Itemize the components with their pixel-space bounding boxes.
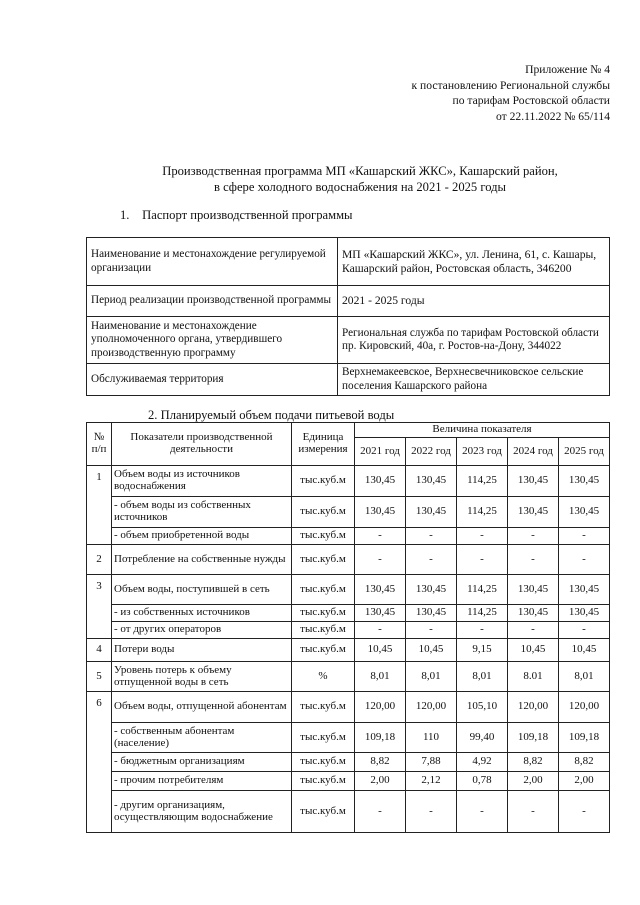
row-value: 130,45 [559, 466, 610, 497]
row-value: 130,45 [508, 605, 559, 622]
passport-value: Верхнемакеевское, Верхнесвечниковское сельские поселения Кашарского района [338, 364, 610, 396]
row-value: 109,18 [559, 723, 610, 753]
table-row [87, 466, 610, 497]
appendix-line: по тарифам Ростовской области [452, 94, 610, 108]
table-row [87, 723, 610, 753]
header-year: 2023 год [457, 438, 508, 466]
header-year: 2021 год [355, 438, 406, 466]
passport-value: Региональная служба по тарифам Ростовской области пр. Кировский, 40а, г. Ростов-на-Дону, 344022 [338, 317, 610, 364]
passport-row [87, 364, 610, 396]
row-value: 130,45 [559, 497, 610, 528]
row-value: 9,15 [457, 639, 508, 662]
row-value: 130,45 [406, 575, 457, 605]
row-value: 114,25 [457, 497, 508, 528]
row-value: 105,10 [457, 692, 508, 723]
row-name: - собственным абонентам (население) [112, 723, 292, 753]
row-unit: тыс.куб.м [292, 528, 355, 545]
row-value: 130,45 [355, 605, 406, 622]
row-value: 99,40 [457, 723, 508, 753]
row-value: 130,45 [355, 575, 406, 605]
row-num: 6 [87, 692, 112, 833]
section-1-number: 1. [120, 208, 130, 222]
row-name: - объем приобретенной воды [112, 528, 292, 545]
row-value: - [559, 545, 610, 575]
header-year: 2022 год [406, 438, 457, 466]
row-value: 120,00 [406, 692, 457, 723]
row-name: Уровень потерь к объему отпущенной воды в сеть [112, 662, 292, 692]
row-unit: тыс.куб.м [292, 692, 355, 723]
row-value: 8,01 [406, 662, 457, 692]
passport-label: Период реализации производственной программы [87, 286, 338, 317]
title-line-1: Производственная программа МП «Кашарский ЖКС», Кашарский район, [162, 164, 558, 178]
row-name: - прочим потребителям [112, 772, 292, 791]
row-value: - [355, 791, 406, 833]
header-year: 2024 год [508, 438, 559, 466]
row-name: - другим организациям, осуществляющим водоснабжение [112, 791, 292, 833]
table-row [87, 772, 610, 791]
appendix-line: Приложение № 4 [525, 63, 610, 76]
title-line-2: в сфере холодного водоснабжения на 2021 - 2025 годы [213, 180, 507, 194]
row-value: - [508, 528, 559, 545]
row-value: 120,00 [508, 692, 559, 723]
row-value: 114,25 [457, 466, 508, 497]
row-value: - [508, 791, 559, 833]
row-name: Объем воды из источников водоснабжения [112, 466, 292, 497]
row-num: 1 [87, 466, 112, 545]
row-unit: тыс.куб.м [292, 622, 355, 639]
row-unit: тыс.куб.м [292, 753, 355, 772]
row-value: - [457, 545, 508, 575]
row-value: - [457, 528, 508, 545]
row-value: 130,45 [406, 497, 457, 528]
table-row [87, 575, 610, 605]
row-value: - [457, 622, 508, 639]
section-1-heading [120, 208, 353, 223]
row-num: 4 [87, 639, 112, 662]
row-value: 130,45 [508, 466, 559, 497]
row-value: 10,45 [508, 639, 559, 662]
row-value: - [355, 545, 406, 575]
row-value: - [406, 622, 457, 639]
row-value: 0,78 [457, 772, 508, 791]
passport-label: Наименование и местонахождение уполномоченного органа, утвердившего производственную программу [87, 317, 338, 364]
row-value: 109,18 [508, 723, 559, 753]
row-value: 110 [406, 723, 457, 753]
passport-label: Обслуживаемая территория [87, 364, 338, 396]
row-value: 130,45 [508, 497, 559, 528]
row-value: 10,45 [406, 639, 457, 662]
row-unit: тыс.куб.м [292, 723, 355, 753]
section-1-title: Паспорт производственной программы [142, 208, 353, 222]
row-value: 120,00 [355, 692, 406, 723]
table-row [87, 639, 610, 662]
row-value: 130,45 [406, 466, 457, 497]
header-year: 2025 год [559, 438, 610, 466]
row-value: 8,82 [559, 753, 610, 772]
row-value: 2,00 [355, 772, 406, 791]
row-value: 10,45 [559, 639, 610, 662]
passport-row [87, 286, 610, 317]
passport-row [87, 238, 610, 286]
row-name: - бюджетным организациям [112, 753, 292, 772]
header-indicator: Показатели производственной деятельности [112, 423, 292, 466]
row-name: Потери воды [112, 639, 292, 662]
row-value: 130,45 [559, 575, 610, 605]
row-value: 8,01 [355, 662, 406, 692]
appendix-line: от 22.11.2022 № 65/114 [496, 109, 610, 123]
row-value: 4,92 [457, 753, 508, 772]
row-unit: тыс.куб.м [292, 466, 355, 497]
table-row [87, 662, 610, 692]
row-name: Потребление на собственные нужды [112, 545, 292, 575]
row-value: - [559, 622, 610, 639]
appendix-block [280, 62, 610, 124]
row-value: - [559, 528, 610, 545]
row-unit: % [292, 662, 355, 692]
passport-row [87, 317, 610, 364]
row-value: 8,82 [508, 753, 559, 772]
passport-label: Наименование и местонахождение регулируемой организации [87, 238, 338, 286]
row-value: - [559, 791, 610, 833]
row-name: Объем воды, поступившей в сеть [112, 575, 292, 605]
row-value: 8,01 [559, 662, 610, 692]
header-unit: Единица измерения [292, 423, 355, 466]
passport-table [86, 237, 610, 396]
row-value: 7,88 [406, 753, 457, 772]
section-2-heading: 2. Планируемый объем подачи питьевой воды [148, 408, 395, 422]
row-value: - [355, 528, 406, 545]
row-value: 2,12 [406, 772, 457, 791]
row-value: 130,45 [355, 466, 406, 497]
row-unit: тыс.куб.м [292, 791, 355, 833]
appendix-line: к постановлению Региональной службы [411, 78, 610, 92]
row-unit: тыс.куб.м [292, 497, 355, 528]
table-row [87, 791, 610, 833]
row-unit: тыс.куб.м [292, 772, 355, 791]
passport-value: 2021 - 2025 годы [338, 286, 610, 317]
document-title [90, 163, 630, 195]
table-row [87, 545, 610, 575]
row-value: 130,45 [508, 575, 559, 605]
row-value: - [406, 791, 457, 833]
table-row [87, 622, 610, 639]
row-value: 130,45 [355, 497, 406, 528]
header-num: № п/п [87, 423, 112, 466]
row-name: - объем воды из собственных источников [112, 497, 292, 528]
table-row [87, 497, 610, 528]
row-name: Объем воды, отпущенной абонентам [112, 692, 292, 723]
row-num: 3 [87, 575, 112, 639]
row-value: - [457, 791, 508, 833]
row-value: 8,01 [457, 662, 508, 692]
row-value: - [406, 528, 457, 545]
row-num: 5 [87, 662, 112, 692]
row-value: - [355, 622, 406, 639]
row-unit: тыс.куб.м [292, 575, 355, 605]
water-volume-table [86, 422, 610, 833]
passport-value: МП «Кашарский ЖКС», ул. Ленина, 61, с. Кашары, Кашарский район, Ростовская область, 346200 [338, 238, 610, 286]
row-value: 109,18 [355, 723, 406, 753]
header-value-group: Величина показателя [355, 423, 610, 438]
row-name: - из собственных источников [112, 605, 292, 622]
row-value: - [406, 545, 457, 575]
row-name: - от других операторов [112, 622, 292, 639]
table-row [87, 605, 610, 622]
row-value: 2,00 [508, 772, 559, 791]
row-value: 130,45 [559, 605, 610, 622]
row-unit: тыс.куб.м [292, 545, 355, 575]
row-unit: тыс.куб.м [292, 605, 355, 622]
row-value: 114,25 [457, 605, 508, 622]
table-row [87, 528, 610, 545]
row-value: 120,00 [559, 692, 610, 723]
row-value: 114,25 [457, 575, 508, 605]
table-row [87, 692, 610, 723]
row-value: 8.01 [508, 662, 559, 692]
row-value: - [508, 622, 559, 639]
row-value: 10,45 [355, 639, 406, 662]
row-value: - [508, 545, 559, 575]
row-value: 8,82 [355, 753, 406, 772]
table-row [87, 753, 610, 772]
row-num: 2 [87, 545, 112, 575]
row-value: 130,45 [406, 605, 457, 622]
row-unit: тыс.куб.м [292, 639, 355, 662]
row-value: 2,00 [559, 772, 610, 791]
